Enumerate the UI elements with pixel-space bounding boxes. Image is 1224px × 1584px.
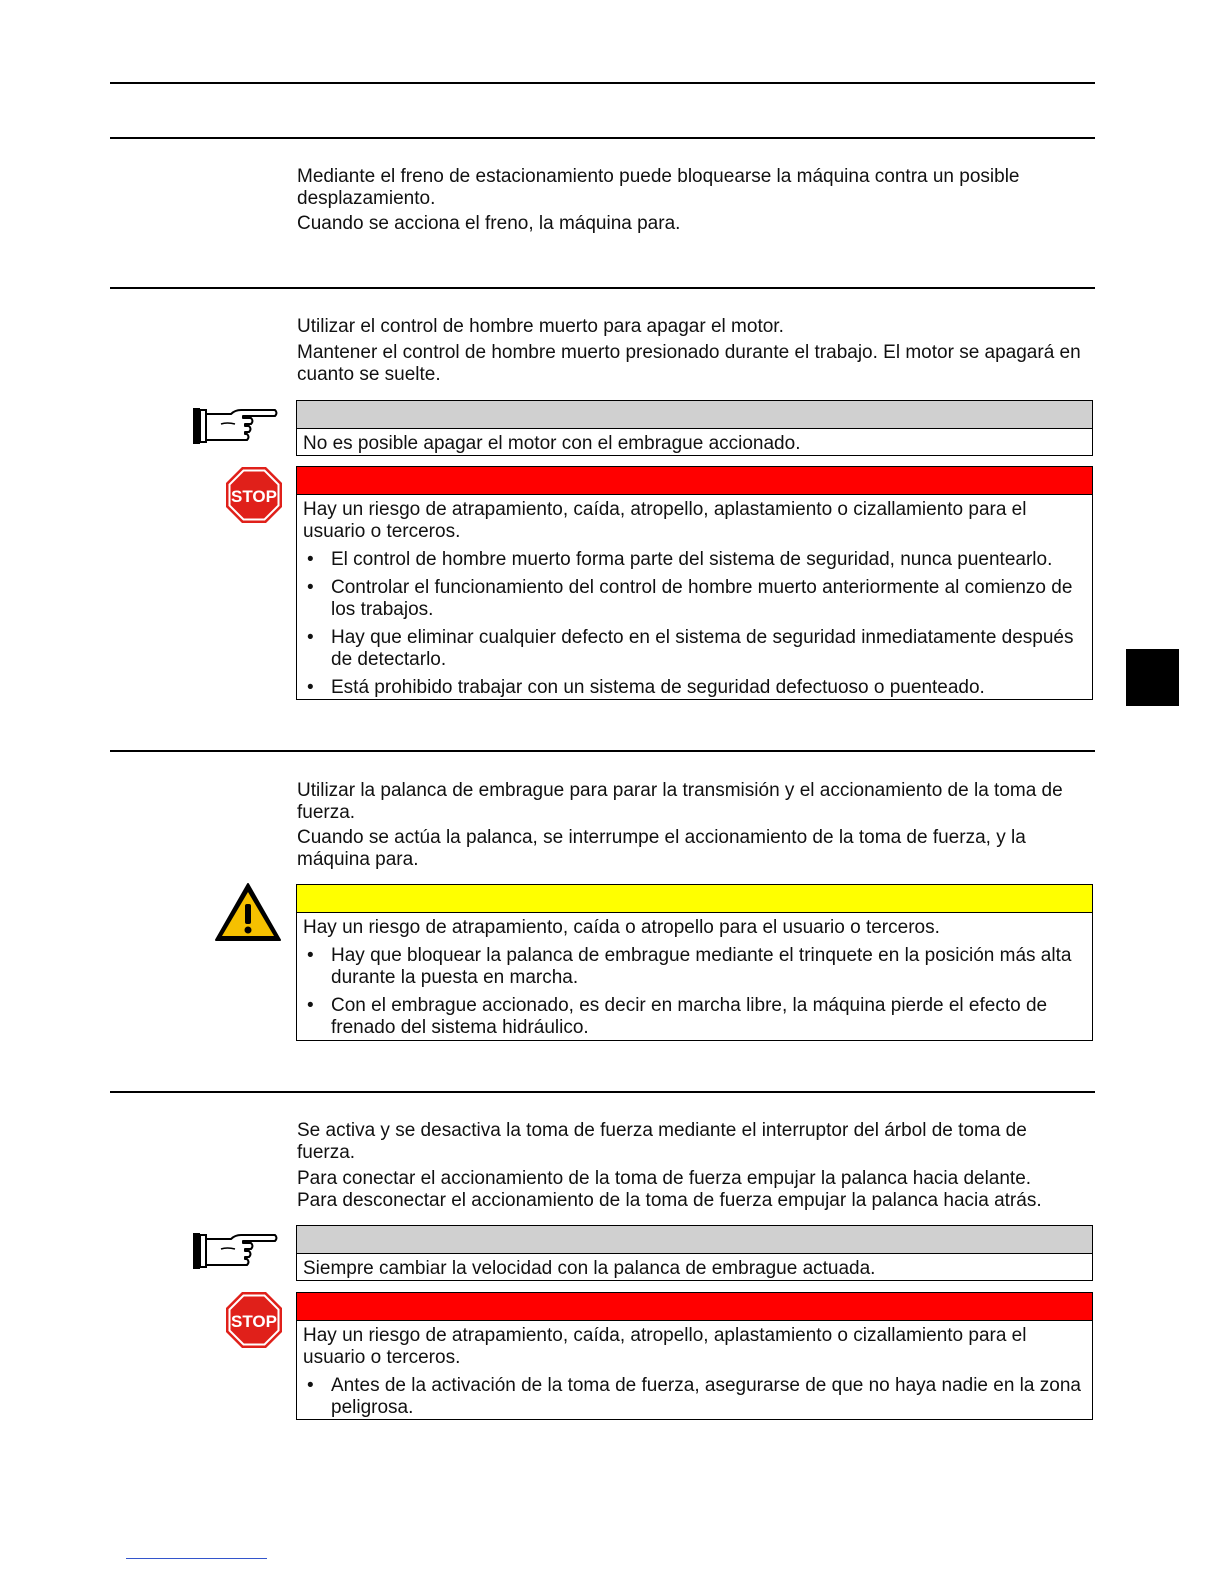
- danger-bullet: • Está prohibido trabajar con un sistema de seguridad defectuoso o puenteado.: [303, 677, 1086, 699]
- danger-intro: Hay un riesgo de atrapamiento, caída, atropello, aplastamiento o cizallamiento para el usuario o terceros.: [303, 499, 1027, 542]
- note-text: Siempre cambiar la velocidad con la palanca de embrague actuada.: [303, 1258, 876, 1279]
- deadman-text-1: Utilizar el control de hombre muerto para apagar el motor.: [297, 316, 784, 337]
- danger-header: [297, 467, 1092, 495]
- warning-intro: Hay un riesgo de atrapamiento, caída o atropello para el usuario o terceros.: [303, 917, 940, 938]
- warning-box-clutch: [296, 884, 1093, 1041]
- danger-body: [297, 495, 1092, 703]
- warning-bullet: • Con el embrague accionado, es decir en marcha libre, la máquina pierde el efecto de frenado del sistema hidráulico.: [303, 995, 1086, 1039]
- section-rule-pto: [110, 1091, 1095, 1093]
- clutch-text-2: Cuando se actúa la palanca, se interrumpe el accionamiento de la toma de fuerza, y la máquina para.: [297, 827, 1026, 870]
- danger-bullet: • Hay que eliminar cualquier defecto en el sistema de seguridad inmediatamente después de detectarlo.: [303, 627, 1086, 671]
- note-box-deadman: [296, 400, 1093, 456]
- danger-box-pto: [296, 1292, 1093, 1420]
- danger-intro: Hay un riesgo de atrapamiento, caída, atropello, aplastamiento o cizallamiento para el usuario o terceros.: [303, 1325, 1027, 1368]
- stop-sign-icon: [225, 466, 283, 524]
- stop-sign-label: STOP: [231, 1312, 277, 1331]
- note-header: [297, 1226, 1092, 1254]
- note-header: [297, 401, 1092, 429]
- pto-text-2: Para conectar el accionamiento de la toma de fuerza empujar la palanca hacia delante.: [297, 1168, 1032, 1189]
- stop-sign-icon: [225, 1291, 283, 1349]
- footer-link-underline[interactable]: [126, 1558, 267, 1559]
- note-text: No es posible apagar el motor con el embrague accionado.: [303, 433, 801, 454]
- danger-list: [303, 549, 1086, 699]
- danger-body: [297, 1321, 1092, 1423]
- chapter-tab-marker: [1126, 649, 1179, 706]
- clutch-text-1: Utilizar la palanca de embrague para parar la transmisión y el accionamiento de la toma de fuerza.: [297, 780, 1063, 823]
- note-box-pto: [296, 1225, 1093, 1281]
- danger-bullet: • Antes de la activación de la toma de fuerza, asegurarse de que no haya nadie en la zona peligrosa.: [303, 1375, 1086, 1419]
- header-rule: [110, 82, 1095, 84]
- brake-text-2: Cuando se acciona el freno, la máquina para.: [297, 213, 681, 234]
- danger-header: [297, 1293, 1092, 1321]
- warning-bullet: • Hay que bloquear la palanca de embrague mediante el trinquete en la posición más alta durante la puesta en marcha.: [303, 945, 1086, 989]
- danger-bullet: • Controlar el funcionamiento del control de hombre muerto anteriormente al comienzo de los trabajos.: [303, 577, 1086, 621]
- pto-text-3: Para desconectar el accionamiento de la toma de fuerza empujar la palanca hacia atrás.: [297, 1190, 1042, 1211]
- warning-triangle-icon: [214, 882, 282, 942]
- danger-box-deadman: [296, 466, 1093, 700]
- danger-list: [303, 1375, 1086, 1419]
- deadman-text-2: Mantener el control de hombre muerto presionado durante el trabajo. El motor se apagará en cuanto se suelte.: [297, 342, 1081, 385]
- note-body: [297, 429, 1092, 465]
- section-rule-brake: [110, 137, 1095, 139]
- warning-body: [297, 913, 1092, 1043]
- pointing-hand-icon: [191, 404, 279, 448]
- section-rule-clutch: [110, 750, 1095, 752]
- warning-list: [303, 945, 1086, 1039]
- section-rule-deadman: [110, 287, 1095, 289]
- stop-sign-label: STOP: [231, 487, 277, 506]
- note-body: [297, 1254, 1092, 1290]
- danger-bullet: • El control de hombre muerto forma parte del sistema de seguridad, nunca puentearlo.: [303, 549, 1086, 571]
- brake-text-1: Mediante el freno de estacionamiento puede bloquearse la máquina contra un posible desplazamiento.: [297, 166, 1020, 209]
- pointing-hand-icon: [191, 1229, 279, 1273]
- pto-text-1: Se activa y se desactiva la toma de fuerza mediante el interruptor del árbol de toma de fuerza.: [297, 1120, 1027, 1163]
- warning-header: [297, 885, 1092, 913]
